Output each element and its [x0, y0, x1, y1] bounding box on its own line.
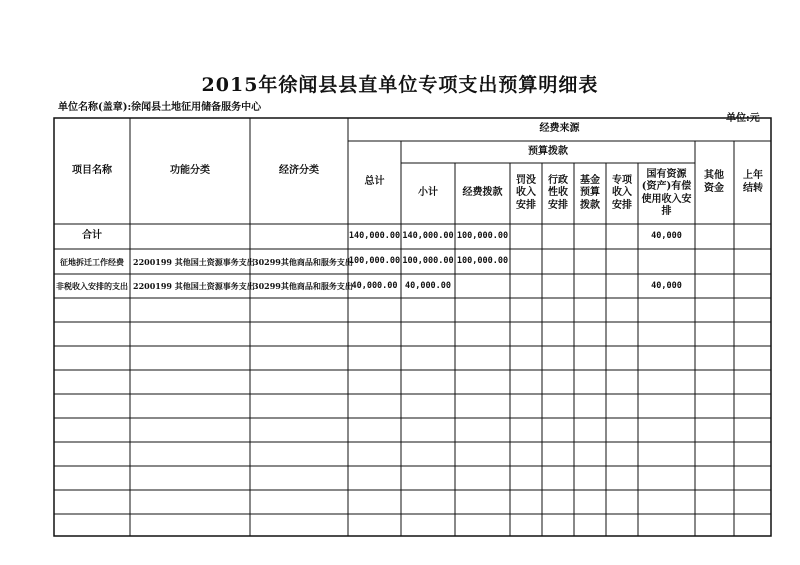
- row-2-state-assets: 40,000: [651, 280, 682, 291]
- page-title: 2015年徐闻县县直单位专项支出预算明细表: [201, 74, 599, 96]
- row-2-function: 2200199 其他国土资源事务支出: [133, 281, 255, 291]
- row-2-name: 非税收入安排的支出: [56, 281, 128, 291]
- row-1-subtotal: 100,000.00: [402, 256, 454, 267]
- unit-name: 单位名称(盖章):徐闻县土地征用储备服务中心: [58, 102, 262, 113]
- row-total-funding: 100,000.00: [456, 231, 509, 242]
- currency-unit: 单位:元: [726, 113, 760, 124]
- header-project-name: 项目名称: [72, 164, 112, 176]
- row-total-name: 合计: [82, 230, 102, 242]
- row-1-economic: 30299其他商品和服务支出: [253, 256, 353, 267]
- header-function-class: 功能分类: [170, 164, 210, 176]
- header-funding-allocation: 经费拨款: [462, 187, 503, 199]
- header-fund-budget: 基金预算拨款: [580, 174, 600, 211]
- header-other-funds: 其他资金: [704, 170, 724, 194]
- header-subtotal: 小计: [418, 187, 438, 199]
- row-1-funding: 100,000.00: [456, 256, 509, 267]
- row-1-state-assets: [638, 249, 695, 274]
- header-funding-source: 经费来源: [539, 123, 580, 135]
- row-total-state-assets: 40,000: [651, 231, 682, 242]
- header-total: 总计: [364, 176, 385, 188]
- row-total-total: 140,000.00: [348, 231, 401, 242]
- row-1-total: 100,000.00: [348, 256, 401, 267]
- row-2-funding: [455, 274, 510, 298]
- header-admin-fee: 行政性收安排: [548, 174, 568, 211]
- row-total-subtotal: 140,000.00: [402, 231, 454, 242]
- row-2-economic: 30299其他商品和服务支出: [253, 281, 353, 291]
- header-state-assets: 国有资源(资产)有偿使用收入安排: [641, 168, 692, 217]
- row-2-subtotal: 40,000.00: [404, 280, 452, 291]
- header-last-year: 上年结转: [743, 170, 763, 194]
- row-1-function: 2200199 其他国土资源事务支出: [133, 256, 255, 267]
- row-1-name: 征地拆迁工作经费: [60, 256, 124, 267]
- header-special-income: 专项收入安排: [612, 174, 632, 211]
- header-fine-income: 罚没收入安排: [516, 174, 536, 211]
- header-budget-allocation: 预算拨款: [528, 145, 568, 157]
- header-economic-class: 经济分类: [279, 164, 319, 176]
- row-2-total: 40,000.00: [351, 280, 398, 291]
